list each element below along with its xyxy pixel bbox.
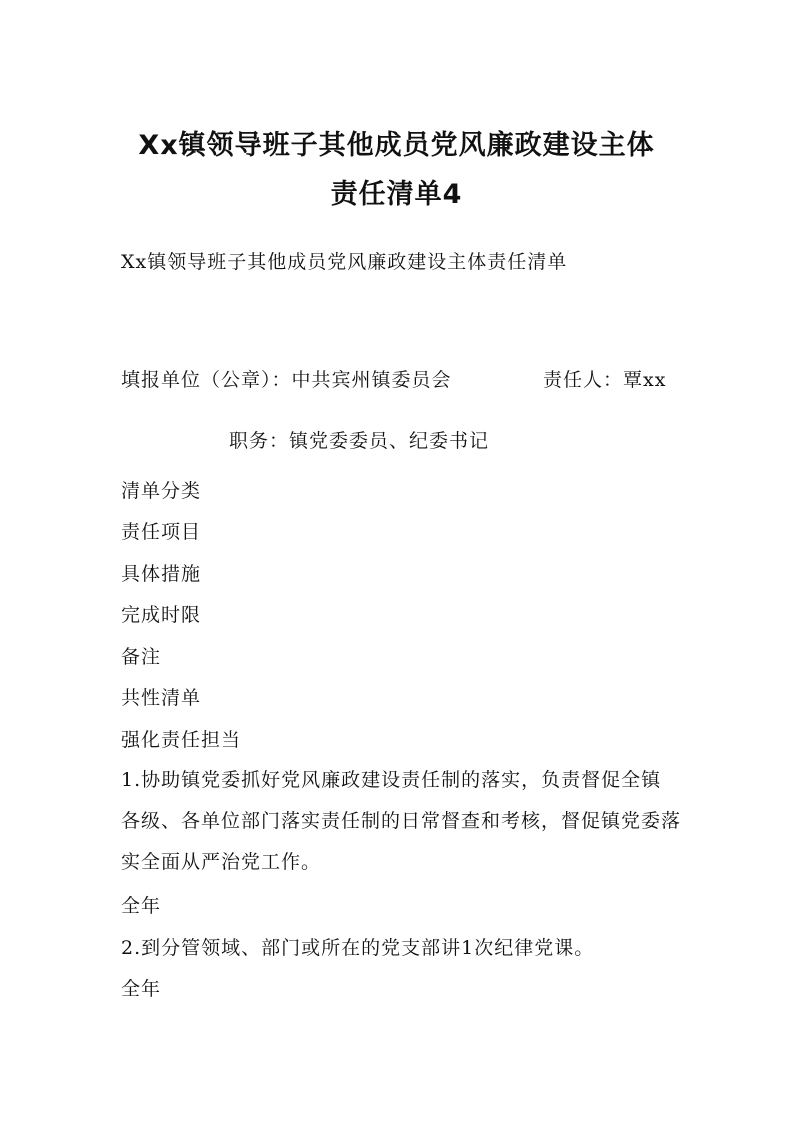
header-item: 责任项目 bbox=[121, 521, 202, 543]
document-subtitle: Xx镇领导班子其他成员党风廉政建设主体责任清单 bbox=[121, 251, 568, 273]
common-list-label: 共性清单 bbox=[121, 687, 202, 709]
responsible-person: 责任人：覃xx bbox=[543, 369, 667, 391]
header-measures: 具体措施 bbox=[121, 563, 202, 585]
header-category: 清单分类 bbox=[121, 480, 202, 502]
measure-2-text: 2.到分管领域、部门或所在的党支部讲1次纪律党课。 bbox=[121, 937, 595, 959]
fill-info-row bbox=[121, 368, 667, 392]
responsibility-project: 强化责任担当 bbox=[121, 729, 242, 751]
deadline-2: 全年 bbox=[121, 978, 162, 1000]
document-title-line-1: Xx镇领导班子其他成员党风廉政建设主体 bbox=[138, 130, 655, 161]
duty-line: 职务：镇党委委员、纪委书记 bbox=[229, 430, 490, 452]
fill-unit: 填报单位（公章）：中共宾州镇委员会 bbox=[121, 369, 452, 391]
header-deadline: 完成时限 bbox=[121, 604, 202, 626]
header-remarks: 备注 bbox=[121, 646, 162, 668]
document-title-line-2: 责任清单4 bbox=[330, 179, 463, 210]
measure-1-text: 1.协助镇党委抓好党风廉政建设责任制的落实，负责督促全镇各级、各单位部门落实责任制的日常督查和考核，督促镇党委落实全面从严治党工作。 bbox=[121, 769, 682, 873]
deadline-1: 全年 bbox=[121, 895, 162, 917]
